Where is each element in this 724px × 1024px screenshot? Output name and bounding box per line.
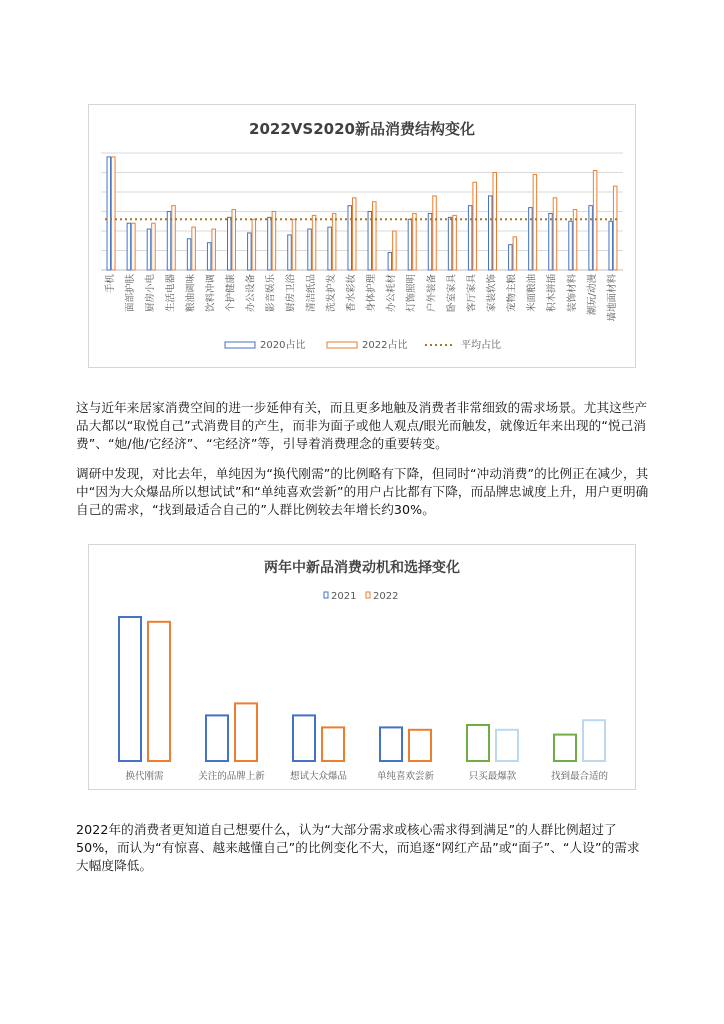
category-label: 宠物主粮 [506,274,518,313]
bar-2020 [348,206,352,270]
category-label: 洗发护发 [325,274,337,313]
bar-2022 [496,730,518,761]
category-label: 手机 [105,274,117,294]
bar-2020 [489,196,493,270]
motivation-change-chart [88,544,636,790]
category-label: 生活电器 [165,274,177,313]
bar-2021 [119,617,141,761]
category-label: 只买最爆款 [468,771,517,782]
bar-2020 [187,239,191,270]
bar-2020 [228,217,232,270]
legend-label-average: 平均占比 [461,340,501,351]
consumption-structure-chart-canvas [89,105,635,367]
legend-label-2021: 2021 [331,591,357,602]
bar-2022 [352,198,356,270]
category-label: 灯饰照明 [406,274,418,313]
bar-2022 [232,210,236,270]
bar-2020 [589,206,593,270]
bar-2020 [268,217,272,270]
category-label: 户外装备 [426,274,438,313]
bar-2022 [393,231,397,270]
bar-2022 [332,213,336,270]
bar-2022 [409,730,431,761]
category-label: 家装软饰 [486,274,498,313]
bar-2021 [293,715,315,761]
category-label: 厨房小电 [145,274,157,313]
category-label: 香水彩妆 [345,274,357,313]
bar-2020 [529,208,533,270]
bar-2020 [569,221,573,270]
category-label: 影音娱乐 [265,274,277,313]
bar-2020 [127,223,131,270]
bar-2022 [172,206,176,270]
category-label: 办公设备 [245,274,257,313]
bar-2020 [328,227,332,270]
category-label: 面部护肤 [125,274,137,313]
category-label: 积木拼插 [546,274,558,313]
paragraph-self-pleasing: 这与近年来居家消费空间的进一步延伸有关，而且更多地触及消费者非常细致的需求场景。尤其这些产品大都以“取悦自己”式消费目的产生，而非为面子或他人观点/眼光而触发，就像近年来出现的“悦己消费”、“她/他/它经济”、“宅经济”等，引导着消费理念的重要转变。 [76,400,648,451]
bar-2022 [235,703,257,761]
bar-2022 [413,213,417,270]
bar-2022 [252,219,256,270]
bar-2022 [373,202,377,270]
bar-2022 [292,219,296,270]
bar-2020 [308,229,312,270]
bar-2022 [533,174,537,270]
category-label: 换代刚需 [125,771,164,782]
bar-2022 [312,215,316,270]
bar-2021 [380,727,402,761]
bar-2022 [112,157,116,270]
bar-2022 [433,196,437,270]
bar-2020 [107,157,111,270]
legend-swatch-2021 [324,592,328,598]
category-label: 饮料冲调 [205,274,217,313]
bar-2020 [388,252,392,270]
bar-2020 [609,221,613,270]
legend-swatch-2022 [366,592,370,598]
category-label: 找到最合适的 [550,771,609,782]
category-label: 清洁纸品 [305,274,317,313]
bar-2022 [453,215,457,270]
category-label: 粮油调味 [185,274,197,313]
bar-2021 [554,735,576,761]
bar-2020 [147,229,151,270]
category-label: 单纯喜欢尝新 [376,771,435,782]
bar-2022 [583,720,605,761]
category-label: 办公耗材 [386,274,398,313]
category-label: 身体护理 [366,274,378,313]
bar-2022 [553,198,557,270]
category-label: 装饰材料 [566,274,578,313]
bar-2022 [152,223,156,270]
bar-2022 [148,622,170,761]
bar-2021 [206,715,228,761]
legend-swatch-2022 [327,342,357,348]
bar-2022 [513,237,517,270]
bar-2022 [322,727,344,761]
legend-swatch-2020 [225,342,255,348]
paragraph-survey-findings: 调研中发现，对比去年，单纯因为“换代刚需”的比例略有下降，但同时“冲动消费”的比例正在减少，其中“因为大众爆品所以想试试”和“单纯喜欢尝新”的用户占比都有下降，而品牌忠诚度上升，用户更明确自己的需求，“找到最适合自己的”人群比例较去年增长约30%。 [76,466,649,517]
bar-2021 [467,725,489,761]
category-label: 墙地面材料 [606,274,618,322]
paragraph-consumer-needs: 2022年的消费者更知道自己想要什么，认为“大部分需求或核心需求得到满足”的人群比例超过了50%，而认为“有惊喜、越来越懂自己”的比例变化不大，而追逐“网红产品”或“面子”、“人设”的需求大幅度降低。 [76,822,640,873]
bar-2020 [428,213,432,270]
consumption-structure-chart [88,104,636,368]
category-label: 关注的品牌上新 [198,771,265,782]
bar-2020 [207,243,211,270]
bar-2022 [192,227,196,270]
legend-label-2022: 2022 [373,591,399,602]
bar-2020 [468,206,472,270]
chart-title: 两年中新品消费动机和选择变化 [264,560,460,576]
category-label: 潮玩/动漫 [586,274,598,316]
category-label: 厨房卫浴 [285,274,297,313]
bar-2020 [549,213,553,270]
category-label: 想试大众爆品 [289,771,348,782]
legend-label-2022: 2022占比 [362,340,408,351]
bar-2020 [248,233,252,270]
category-label: 客厅家具 [466,274,478,313]
category-label: 米面粮油 [526,274,538,313]
bar-2020 [408,219,412,270]
bar-2022 [473,182,477,270]
chart-title: 2022VS2020新品消费结构变化 [249,120,475,138]
motivation-change-chart-canvas [89,545,635,789]
bar-2022 [613,186,617,270]
bar-2022 [493,173,497,271]
bar-2020 [509,245,512,270]
category-label: 卧室家具 [446,274,458,313]
category-label: 个护健康 [225,274,237,313]
bar-2020 [288,235,292,270]
legend-label-2020: 2020占比 [260,340,306,351]
bar-2020 [448,217,452,270]
bar-2022 [132,223,136,270]
bar-2022 [212,229,216,270]
